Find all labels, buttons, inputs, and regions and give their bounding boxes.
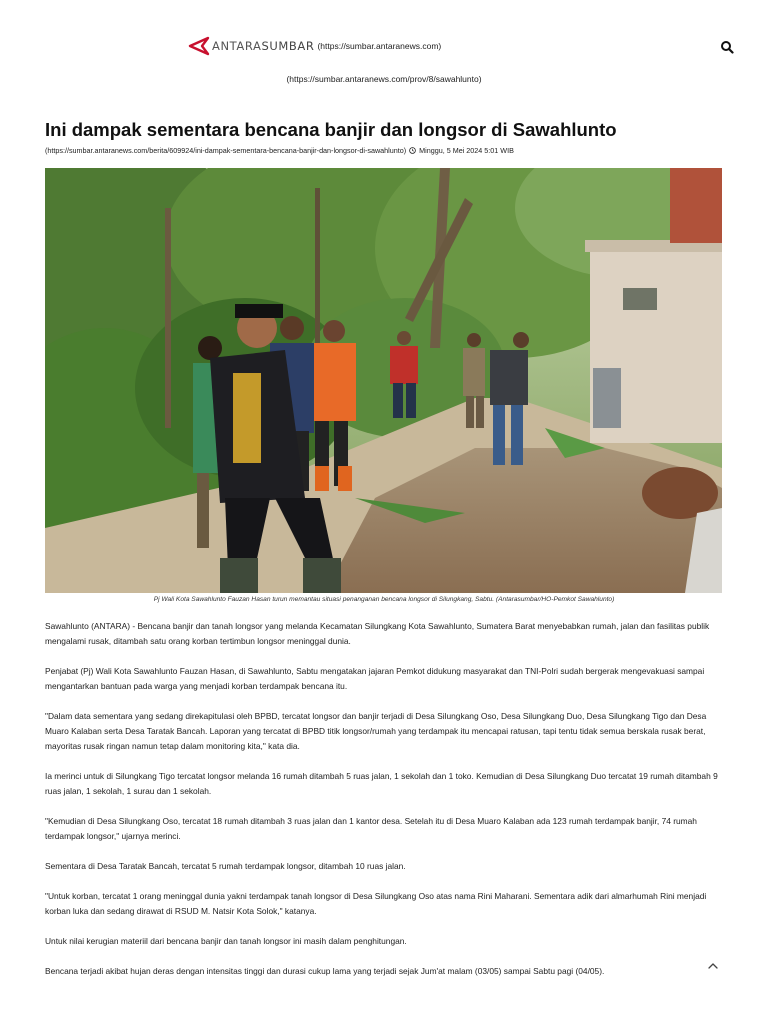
article-url-link[interactable]: (https://sumbar.antaranews.com/berita/609924/ini-dampak-sementara-bencana-banjir-dan-longsor-di-sawahlunto) <box>45 146 407 155</box>
article-paragraph: "Dalam data sementara yang sedang direkapitulasi oleh BPBD, tercatat longsor dan banjir terjadi di Desa Silungkang Oso, Desa Silungkang Duo, Desa Silungkang Tigo dan Desa Muaro Kalaban serta Desa Taratak Bancah. Laporan yang tercatat di BPBD titik longsor/rumah yang terdampak itu mencapai ratusan, tapi tentu tidak semua berskala rusak berat, mayoritas rusak ringan namun tetap dalam monitoring kita," kata dia. <box>45 711 707 751</box>
article-body <box>45 619 725 994</box>
antara-logo-icon <box>188 36 210 56</box>
article-photo <box>45 168 722 593</box>
article-paragraph: "Untuk korban, tercatat 1 orang meninggal dunia yakni terdampak tanah longsor di Desa Silungkang Oso atas nama Rini Maharani. Sementara adik dari almarhumah Rini menjadi korban luka dan sedang dirawat di RSUD M. Natsir Kota Solok," katanya. <box>45 891 707 916</box>
article-date: Minggu, 5 Mei 2024 5:01 WIB <box>419 146 514 155</box>
chevron-up-icon[interactable] <box>706 960 720 972</box>
clock-icon <box>409 147 416 154</box>
logo-main-text: ANTARA <box>212 39 262 53</box>
logo-text <box>212 39 314 53</box>
article-paragraph: Penjabat (Pj) Wali Kota Sawahlunto Fauzan Hasan, di Sawahlunto, Sabtu mengatakan jajaran Pemkot didukung masyarakat dan TNI-Polri sudah bergerak mengevakuasi sampai mengantarkan bantuan pada warga yang menjadi korban terdampak bencana itu. <box>45 666 705 691</box>
site-logo-link[interactable] <box>188 36 441 56</box>
article-title: Ini dampak sementara bencana banjir dan longsor di Sawahlunto <box>45 119 617 140</box>
article-meta <box>45 146 514 155</box>
article-paragraph: Bencana terjadi akibat hujan deras dengan intensitas tinggi dan durasi cukup lama yang terjadi sejak Jum'at malam (03/05) sampai Sabtu pagi (04/05). <box>45 966 605 976</box>
search-icon[interactable] <box>720 40 734 54</box>
article-paragraph: "Kemudian di Desa Silungkang Oso, tercatat 18 rumah ditambah 3 ruas jalan dan 1 kantor desa. Setelah itu di Desa Muaro Kalaban ada 123 rumah terdampak banjir, 74 rumah terdampak longsor," ujarnya merinci. <box>45 816 697 841</box>
article-paragraph: Untuk nilai kerugian materiil dari bencana banjir dan tanah longsor ini masih dalam penghitungan. <box>45 936 407 946</box>
logo-url-text[interactable]: (https://sumbar.antaranews.com) <box>317 41 442 51</box>
logo-sub-text: SUMBAR <box>261 39 315 53</box>
region-link[interactable]: (https://sumbar.antaranews.com/prov/8/sawahlunto) <box>286 74 482 84</box>
photo-caption: Pj Wali Kota Sawahlunto Fauzan Hasan turun memantau situasi penanganan bencana longsor di Silungkang, Sabtu. (Antarasumbar/HO-Pemkot Sawahlunto) <box>153 596 615 603</box>
site-header <box>0 0 768 70</box>
article-paragraph: Ia merinci untuk di Silungkang Tigo tercatat longsor melanda 16 rumah ditambah 5 ruas jalan, 1 sekolah dan 1 toko. Kemudian di Desa Silungkang Duo tercatat 19 rumah ditambah 9 ruas jalan, 1 sekolah, 1 surau dan 1 sekolah. <box>45 771 718 796</box>
article-paragraph: Sawahlunto (ANTARA) - Bencana banjir dan tanah longsor yang melanda Kecamatan Silungkang Kota Sawahlunto, Sumatera Barat menyebabkan rumah, jalan dan fasilitas publik mengalami rusak, ditambah satu orang korban tertimbun longsor meninggal dunia. <box>45 621 710 646</box>
article-paragraph: Sementara di Desa Taratak Bancah, tercatat 5 rumah terdampak longsor, ditambah 10 ruas jalan. <box>45 861 406 871</box>
article-photo-illustration <box>45 168 722 593</box>
